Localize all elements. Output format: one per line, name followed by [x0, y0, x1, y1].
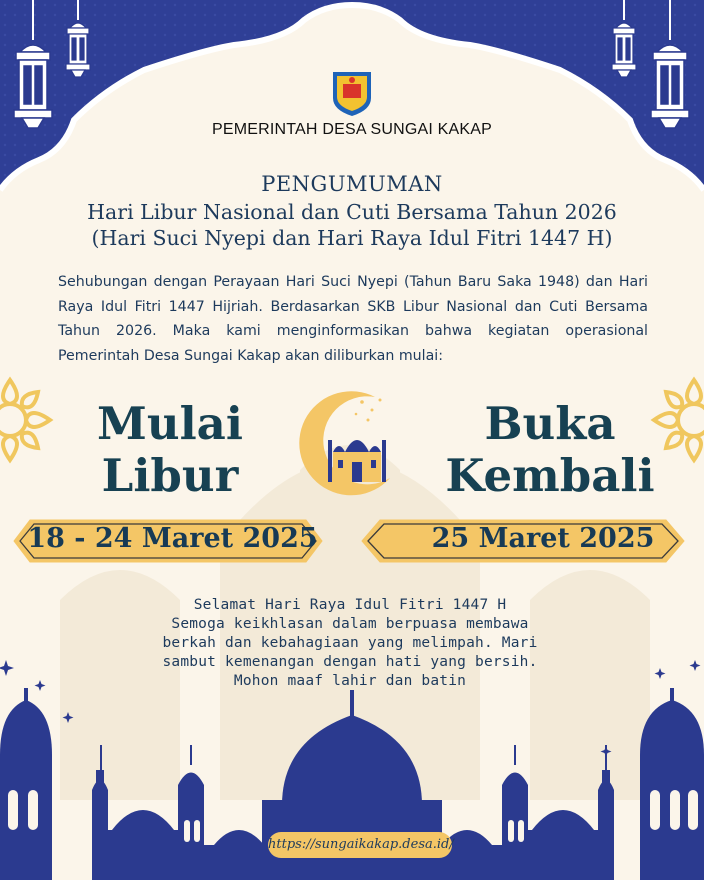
announcement-subtitle-line2: (Hari Suci Nyepi dan Hari Raya Idul Fitri 1447 H)	[91, 226, 613, 250]
start-date: 18 - 24 Maret 2025	[27, 523, 318, 554]
announcement-heading: PENGUMUMAN	[261, 172, 443, 196]
greeting-line: Selamat Hari Raya Idul Fitri 1447 H	[193, 597, 507, 613]
end-label	[420, 398, 680, 502]
website-link[interactable]: https://sungaikakap.desa.id/	[268, 837, 454, 852]
start-label	[70, 398, 270, 502]
greeting-line: berkah dan kebahagiaan yang melimpah. Mari	[162, 635, 538, 651]
flower-ornament-icon	[0, 380, 50, 460]
greeting-line: Mohon maaf lahir dan batin	[233, 673, 467, 689]
greeting-line: sambut kemenangan dengan hati yang bersih.	[162, 654, 538, 670]
end-label-line2: Kembali	[445, 449, 655, 502]
end-date: 25 Maret 2025	[431, 523, 655, 554]
announcement-body: Sehubungan dengan Perayaan Hari Suci Nyepi (Tahun Baru Saka 1948) dan Hari Raya Idul Fitri 1447 Hijriah. Berdasarkan SKB Libur Nasional dan Cuti Bersama Tahun 2026. Maka kami menginformasikan bahwa kegiatan operasional Pemerintah Desa Sungai Kakap akan diliburkan mulai:	[58, 274, 648, 364]
greeting-line: Semoga keikhlasan dalam berpuasa membawa	[171, 616, 529, 632]
start-label-line1: Mulai	[97, 397, 243, 450]
greeting-message	[70, 596, 630, 691]
announcement-subtitle-line1: Hari Libur Nasional dan Cuti Bersama Tahun 2026	[87, 200, 617, 224]
star-icon	[355, 399, 382, 422]
end-label-line1: Buka	[484, 397, 616, 450]
government-name: PEMERINTAH DESA SUNGAI KAKAP	[211, 121, 493, 138]
start-label-line2: Libur	[101, 449, 239, 502]
mosque-icon	[328, 440, 386, 482]
